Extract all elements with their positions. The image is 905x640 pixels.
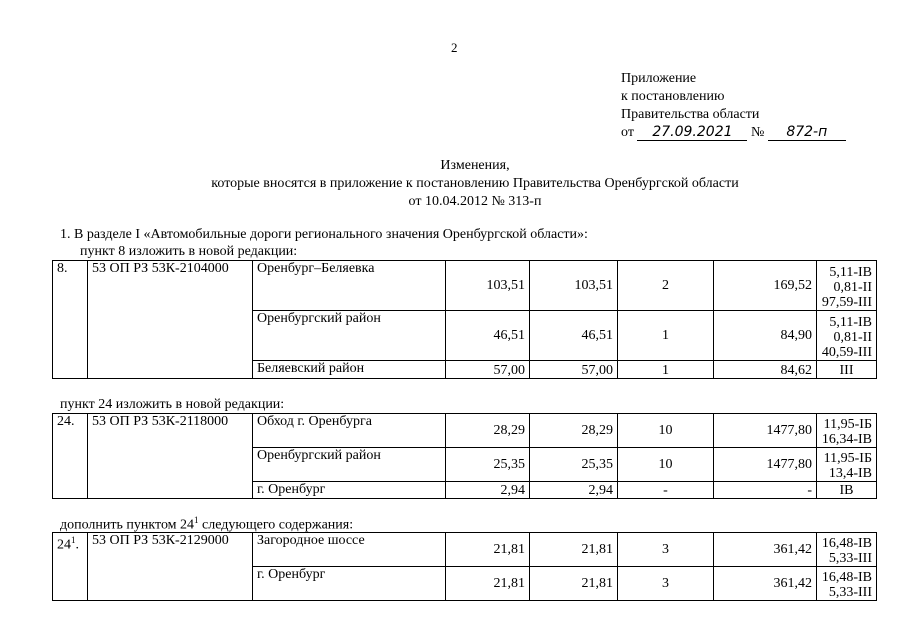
category: IВ <box>817 482 877 499</box>
lanes: 1 <box>618 361 714 379</box>
traffic: - <box>714 482 817 499</box>
annex-number: 872-п <box>768 125 846 141</box>
length-total: 46,51 <box>446 311 530 361</box>
category <box>817 311 877 361</box>
length-total: 103,51 <box>446 261 530 311</box>
row-number: 8. <box>53 261 88 379</box>
heading-line-3: от 10.04.2012 № 313-п <box>408 194 542 209</box>
road-name: Оренбург–Беляевка <box>253 261 446 311</box>
road-name: г. Оренбург <box>253 482 446 499</box>
table-row <box>53 533 877 567</box>
traffic: 1477,80 <box>714 414 817 448</box>
intro-item: 1. В разделе I «Автомобильные дороги регионального значения Оренбургской области»: <box>60 227 588 242</box>
lanes: 3 <box>618 533 714 567</box>
intro-block <box>60 226 588 260</box>
length-hard: 28,29 <box>530 414 618 448</box>
category-line: 16,48-IВ <box>821 570 872 585</box>
length-total: 25,35 <box>446 448 530 482</box>
category <box>817 533 877 567</box>
category-line: 0,81-II <box>833 280 872 295</box>
length-total: 21,81 <box>446 533 530 567</box>
category-line: 11,95-IБ <box>823 451 872 466</box>
lanes: 10 <box>618 448 714 482</box>
traffic: 1477,80 <box>714 448 817 482</box>
annex-line-3: Правительства области <box>621 107 760 122</box>
annex-block <box>621 70 846 142</box>
annex-line-1: Приложение <box>621 71 697 86</box>
document-heading <box>0 157 905 211</box>
category <box>817 567 877 601</box>
category-line: 97,59-III <box>821 295 872 310</box>
annex-number-label: № <box>750 125 765 140</box>
heading-title: Изменения, <box>440 158 510 173</box>
category <box>817 261 877 311</box>
length-total: 28,29 <box>446 414 530 448</box>
road-name: Загородное шоссе <box>253 533 446 567</box>
category <box>817 414 877 448</box>
category-line: 5,33-III <box>828 551 872 566</box>
length-total: 57,00 <box>446 361 530 379</box>
table-row <box>53 414 877 448</box>
row-number-main: 24 <box>57 537 71 553</box>
table-point-8 <box>52 260 877 379</box>
length-total: 21,81 <box>446 567 530 601</box>
length-total: 2,94 <box>446 482 530 499</box>
annex-date-line <box>621 124 846 142</box>
category-line: 11,95-IБ <box>823 417 872 432</box>
row-number-sup: 1 <box>71 535 76 545</box>
point-24-label: пункт 24 изложить в новой редакции: <box>60 397 285 412</box>
road-name: Оренбургский район <box>253 448 446 482</box>
lanes: 10 <box>618 414 714 448</box>
road-name: Оренбургский район <box>253 311 446 361</box>
lanes: 2 <box>618 261 714 311</box>
label-suffix: следующего содержания: <box>198 517 354 533</box>
table-point-24 <box>52 413 877 499</box>
row-number-suffix: . <box>75 537 79 553</box>
category-line: 13,4-IВ <box>828 466 872 481</box>
lanes: - <box>618 482 714 499</box>
category-line: 40,59-III <box>821 345 872 360</box>
row-number: 24. <box>53 414 88 499</box>
point-24-1-label <box>60 515 353 534</box>
traffic: 84,62 <box>714 361 817 379</box>
length-hard: 21,81 <box>530 567 618 601</box>
category-line: 5,33-III <box>828 585 872 600</box>
annex-line-2: к постановлению <box>621 89 725 104</box>
traffic: 169,52 <box>714 261 817 311</box>
table-row <box>53 261 877 311</box>
annex-from-label: от <box>621 125 634 140</box>
category <box>817 448 877 482</box>
road-name: г. Оренбург <box>253 567 446 601</box>
length-hard: 46,51 <box>530 311 618 361</box>
category: III <box>817 361 877 379</box>
lanes: 1 <box>618 311 714 361</box>
table-point-24-1 <box>52 532 877 601</box>
category-line: 16,48-IВ <box>821 536 872 551</box>
road-name: Обход г. Оренбурга <box>253 414 446 448</box>
road-name: Беляевский район <box>253 361 446 379</box>
road-code: 53 ОП РЗ 53К-2118000 <box>88 414 253 499</box>
label-superscript: 1 <box>194 515 199 525</box>
road-code: 53 ОП РЗ 53К-2104000 <box>88 261 253 379</box>
traffic: 361,42 <box>714 567 817 601</box>
label-prefix: дополнить пунктом 24 <box>60 517 195 533</box>
lanes: 3 <box>618 567 714 601</box>
category-line: 5,11-IВ <box>829 265 872 280</box>
category-line: 5,11-IВ <box>829 315 872 330</box>
row-number <box>53 533 88 601</box>
traffic: 84,90 <box>714 311 817 361</box>
category-line: 16,34-IВ <box>821 432 872 447</box>
category-line: 0,81-II <box>833 330 872 345</box>
point-8-label: пункт 8 изложить в новой редакции: <box>80 244 298 259</box>
road-code: 53 ОП РЗ 53К-2129000 <box>88 533 253 601</box>
length-hard: 103,51 <box>530 261 618 311</box>
length-hard: 25,35 <box>530 448 618 482</box>
length-hard: 2,94 <box>530 482 618 499</box>
traffic: 361,42 <box>714 533 817 567</box>
heading-line-2: которые вносятся в приложение к постановлению Правительства Оренбургской области <box>211 176 739 191</box>
page-number: 2 <box>451 40 458 55</box>
length-hard: 21,81 <box>530 533 618 567</box>
length-hard: 57,00 <box>530 361 618 379</box>
annex-date: 27.09.2021 <box>637 125 747 141</box>
